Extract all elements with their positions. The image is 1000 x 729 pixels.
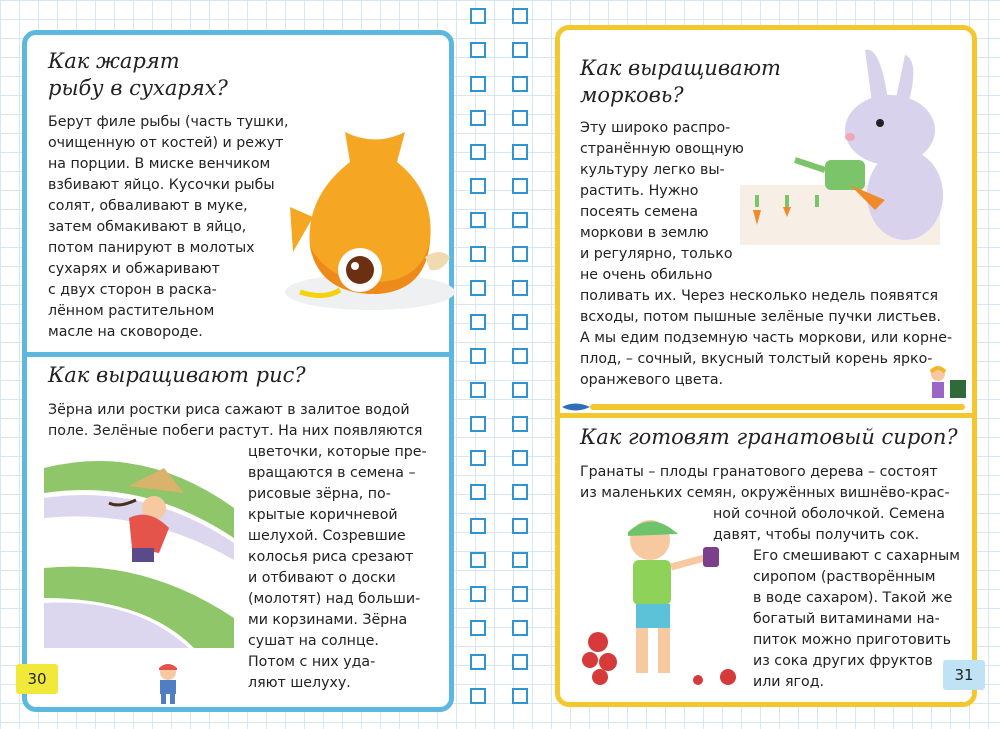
checkbox[interactable] xyxy=(512,416,528,432)
checkbox[interactable] xyxy=(470,484,486,500)
rice-section-text-side: цветочки, которые пре- вращаются в семена – рисовые зёрна, по- крытые коричневой шелухой. Созревшие колосья риса срезают и отбивают о доски (молотят) над больши- ми корзинами. Зёрна сушат на солнце. Потом с них уда- ляют шелуху. xyxy=(248,444,427,691)
rice-field-girl-icon xyxy=(44,448,244,648)
checkbox[interactable] xyxy=(512,76,528,92)
carrot-section-text-side: Эту широко распро- странённую овощную культуру легко вы- растить. Нужно посеять семена моркови в землю и регулярно, только не очень обильно xyxy=(580,120,744,283)
checkbox[interactable] xyxy=(470,280,486,296)
checkbox[interactable] xyxy=(512,280,528,296)
checkbox[interactable] xyxy=(470,144,486,160)
syrup-section-text-b: ной сочной оболочкой. Семена давят, чтобы получить сок. xyxy=(713,506,946,543)
checkbox[interactable] xyxy=(470,348,486,364)
rabbit-watering-can-icon xyxy=(740,45,945,250)
checkbox[interactable] xyxy=(470,178,486,194)
small-boy-icon xyxy=(150,660,186,708)
checkbox[interactable] xyxy=(512,450,528,466)
page-number-left: 30 xyxy=(16,664,58,694)
checkbox[interactable] xyxy=(470,110,486,126)
syrup-section-title: Как готовят гранатовый сироп? xyxy=(580,425,958,449)
checkbox[interactable] xyxy=(470,654,486,670)
checkbox[interactable] xyxy=(512,110,528,126)
checkbox[interactable] xyxy=(470,212,486,228)
checkbox[interactable] xyxy=(512,8,528,24)
left-page-divider xyxy=(27,352,449,357)
checkbox[interactable] xyxy=(512,178,528,194)
checkbox[interactable] xyxy=(470,518,486,534)
checkbox[interactable] xyxy=(512,382,528,398)
checkbox-column-left xyxy=(470,8,488,722)
checkbox[interactable] xyxy=(470,552,486,568)
paintbrush-icon xyxy=(560,400,970,414)
syrup-section-text-a: Гранаты – плоды гранатового дерева – состоят из маленьких семян, окружённых вишнёво-крас- xyxy=(580,464,950,501)
carrot-section-text-full: поливать их. Через несколько недель появятся всходы, потом пышные зелёные пучки листьев. А мы едим подземную часть моркови, или корне- плод, – сочный, вкусный толстый корень ярко- оранжевого цвета. xyxy=(580,288,953,388)
boy-pomegranate-icon xyxy=(578,512,748,697)
rice-section-text-top: Зёрна или ростки риса сажают в залитое водой поле. Зелёные побеги растут. На них появляются xyxy=(48,402,423,439)
checkbox[interactable] xyxy=(470,314,486,330)
checkbox[interactable] xyxy=(470,450,486,466)
page-number-right: 31 xyxy=(943,660,985,690)
fish-section-text: Берут филе рыбы (часть тушки, очищенную от костей) и режут на порции. В миске венчиком взбивают яйцо. Кусочки рыбы солят, обваливают в муке, затем обмакивают в яйцо, потом панируют в молотых сухарях и обжаривают с двух сторон в раска- лённом растительном масле на сковороде. xyxy=(48,114,289,340)
checkbox-column-right xyxy=(512,8,530,722)
checkbox[interactable] xyxy=(512,654,528,670)
checkbox[interactable] xyxy=(470,42,486,58)
checkbox[interactable] xyxy=(512,688,528,704)
checkbox[interactable] xyxy=(512,484,528,500)
checkbox[interactable] xyxy=(470,586,486,602)
checkbox[interactable] xyxy=(470,688,486,704)
checkbox[interactable] xyxy=(470,8,486,24)
rice-section-title: Как выращивают рис? xyxy=(48,363,306,387)
checkbox[interactable] xyxy=(470,76,486,92)
checkbox[interactable] xyxy=(512,348,528,364)
goldfish-icon xyxy=(285,122,465,317)
checkbox[interactable] xyxy=(512,586,528,602)
checkbox[interactable] xyxy=(512,144,528,160)
fish-section-title: Как жарят рыбу в сухарях? xyxy=(48,49,228,100)
checkbox[interactable] xyxy=(512,552,528,568)
carrot-section-title: Как выращивают морковь? xyxy=(580,56,781,107)
checkbox[interactable] xyxy=(512,518,528,534)
checkbox[interactable] xyxy=(512,620,528,636)
checkbox[interactable] xyxy=(512,212,528,228)
syrup-section-text-c: Его смешивают с сахарным сиропом (растворённым в воде сахаром). Такой же богатый витаминами на- питок можно приготовить из сока других фруктов или ягод. xyxy=(753,548,960,690)
checkbox[interactable] xyxy=(512,314,528,330)
checkbox[interactable] xyxy=(512,246,528,262)
checkbox[interactable] xyxy=(512,42,528,58)
checkbox[interactable] xyxy=(470,246,486,262)
checkbox[interactable] xyxy=(470,416,486,432)
checkbox[interactable] xyxy=(470,382,486,398)
checkbox[interactable] xyxy=(470,620,486,636)
